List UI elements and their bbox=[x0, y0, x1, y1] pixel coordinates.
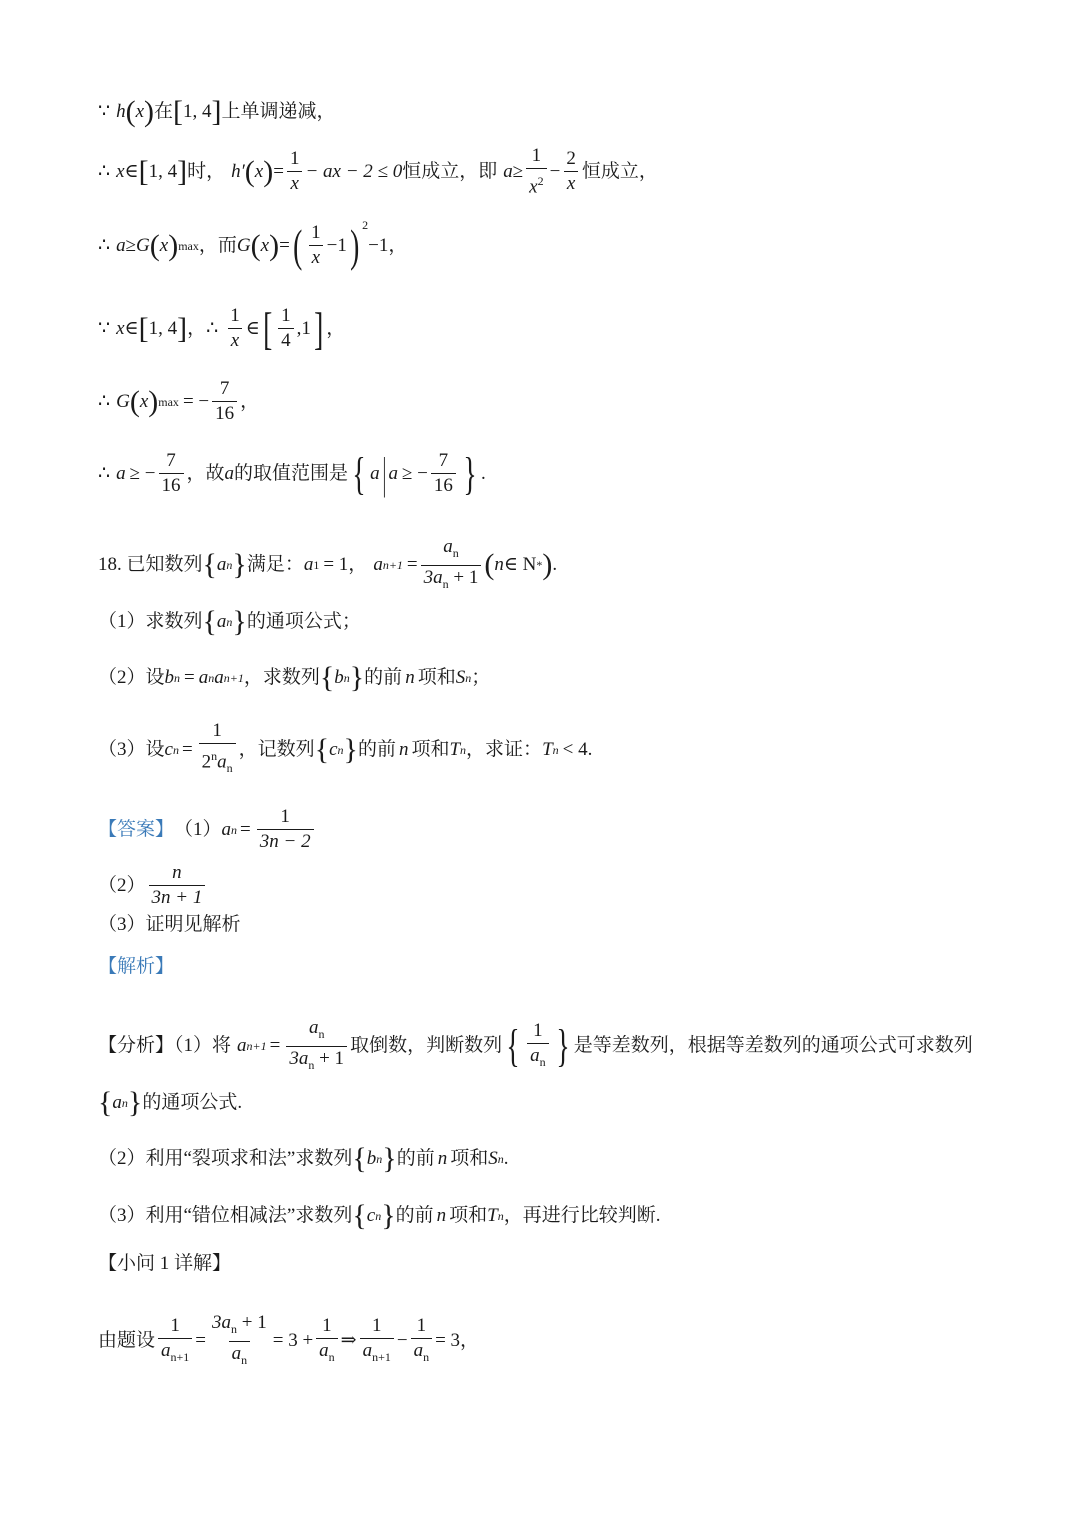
numerator: 1 bbox=[281, 305, 291, 326]
denominator: a bbox=[413, 1339, 424, 1361]
var-a: a bbox=[224, 462, 235, 484]
text-arithmetic: 是等差数列，根据等差数列的通项公式可求数列 bbox=[573, 1035, 973, 1057]
var-c: c bbox=[329, 738, 338, 760]
analysis-label: 【分析】（1）将 bbox=[98, 1035, 232, 1057]
subscript-n-plus-1: n+1 bbox=[372, 1349, 391, 1364]
var-T: T bbox=[487, 1205, 498, 1226]
var-a: a bbox=[370, 462, 380, 484]
equals-three: = 3， bbox=[435, 1330, 480, 1352]
analysis-line-4: （3）利用“错位相减法”求数列 { c n } 的前 n 项和 T n ，再进行比较判断. bbox=[98, 1199, 661, 1232]
period: . bbox=[587, 738, 593, 760]
denominator: 4 bbox=[278, 328, 294, 352]
fraction-1-over-x bbox=[227, 305, 243, 352]
text-always-holds: 恒成立，即 bbox=[402, 160, 498, 182]
line-G-max: ∴ a ≥ G ( x ) max ，而 G ( x ) = ( $\frac{1}{x}$ −1 ) $^2$ −1， bbox=[98, 222, 407, 269]
interval: 1, 4 bbox=[183, 101, 212, 122]
minus: − bbox=[396, 1330, 408, 1352]
numerator: 7 bbox=[438, 450, 449, 471]
text-terms-sum: 项和 bbox=[417, 667, 456, 688]
var-a: a bbox=[216, 611, 227, 632]
text-first: 的前 bbox=[395, 1205, 434, 1226]
denominator: x bbox=[309, 245, 323, 269]
exponent-2: 2 bbox=[362, 218, 369, 232]
denominator: x bbox=[529, 176, 538, 198]
var-a: a bbox=[198, 667, 209, 688]
line-G-max-value: ∴ G ( x ) max = − $\frac{7}{16}$ ， bbox=[98, 378, 260, 424]
part-label: （2） bbox=[98, 874, 146, 896]
var-x: x bbox=[260, 234, 270, 256]
text-decreasing: 上单调递减， bbox=[221, 101, 336, 122]
therefore-symbol: ∴ bbox=[98, 462, 111, 484]
var-a: a bbox=[373, 554, 383, 576]
subscript-n: n bbox=[423, 1349, 430, 1364]
fraction-7-over-16 bbox=[212, 378, 237, 425]
period: . bbox=[480, 462, 486, 484]
in-symbol: ∈ bbox=[124, 160, 139, 182]
equals: = bbox=[273, 160, 284, 182]
analysis-line-1: 【分析】（1）将 a n+1 = $\frac{a_n}{3a_n + 1}$ 取倒数，判断数列 { $\frac{1}{a_n}$ } 是等差数列，根据等差数列的通项公式可求数列 bbox=[98, 1017, 973, 1076]
answer-3 bbox=[98, 912, 241, 938]
fraction-3an-plus-1-over-an bbox=[209, 1312, 270, 1371]
var-b: b bbox=[334, 667, 344, 688]
part-1: （1）求数列 { a n } 的通项公式； bbox=[98, 605, 361, 638]
plus-one: + 1 bbox=[314, 1047, 345, 1069]
line-derivative: ∴ x ∈ [ 1, 4 ] 时， h′ ( x ) = $\frac{1}{x}$ − ax − 2 ≤ 0 恒成立，即 a ≥ $\frac{1}{x^2}$ − $\frac{2}{x}$ 恒成立， bbox=[98, 145, 658, 198]
subscript-n: n bbox=[375, 1209, 382, 1223]
subscript-n: n bbox=[208, 671, 215, 685]
denominator: a bbox=[530, 1044, 540, 1066]
denominator: 3n + 1 bbox=[149, 885, 206, 909]
equals: = bbox=[279, 234, 290, 256]
numerator: 3a bbox=[212, 1312, 232, 1333]
equals: = bbox=[240, 818, 251, 840]
var-a: a bbox=[216, 554, 227, 576]
plus-one: + 1 bbox=[237, 1312, 267, 1333]
var-n: n bbox=[437, 1148, 448, 1169]
var-T: T bbox=[449, 738, 461, 760]
var-S: S bbox=[455, 667, 466, 688]
less-than-4: < 4 bbox=[562, 738, 588, 760]
text-record-seq: ，记数列 bbox=[238, 738, 315, 760]
fraction-recurrence bbox=[286, 1017, 347, 1076]
subscript-n: n bbox=[552, 742, 559, 757]
denominator: a bbox=[319, 1339, 329, 1361]
minus-one: −1 bbox=[326, 234, 347, 256]
numerator: n bbox=[172, 862, 182, 883]
numerator: 1 bbox=[280, 806, 290, 827]
var-a: a bbox=[221, 818, 232, 840]
var-a: a bbox=[116, 234, 126, 256]
fraction-2-over-x bbox=[563, 148, 579, 195]
numerator: 1 bbox=[311, 222, 321, 243]
text-prove: ，求证： bbox=[466, 738, 543, 760]
numerator: 1 bbox=[289, 148, 300, 170]
line-a-range: ∴ a ≥ − $\frac{7}{16}$ ，故 a 的取值范围是 { a | a ≥ − $\frac{7}{16}$ } . bbox=[98, 447, 486, 499]
var-T: T bbox=[542, 738, 553, 760]
part-label: （2）设 bbox=[98, 667, 165, 688]
var-a: a bbox=[214, 667, 224, 688]
period: . bbox=[503, 1148, 509, 1169]
therefore-symbol: ∴ bbox=[206, 317, 219, 339]
text-range-is: 的取值范围是 bbox=[234, 462, 349, 484]
var-n: n bbox=[405, 667, 415, 688]
subquestion-tag: 【小问 1 详解】 bbox=[98, 1253, 232, 1274]
subscript-max: max bbox=[178, 238, 199, 253]
text-split-term: （2）利用“裂项求和法”求数列 bbox=[98, 1148, 353, 1169]
subscript-n: n bbox=[231, 822, 238, 837]
subscript-n: n bbox=[231, 1321, 238, 1336]
subscript-n: n bbox=[226, 615, 233, 629]
var-n: n bbox=[436, 1205, 447, 1226]
func-hprime: h′ bbox=[231, 160, 245, 182]
analysis-line-2: { a n } 的通项公式. bbox=[98, 1086, 243, 1119]
subscript-n: n bbox=[318, 1026, 325, 1041]
subscript-n: n bbox=[121, 1096, 128, 1110]
var-n: n bbox=[398, 738, 409, 760]
therefore-symbol: ∴ bbox=[98, 390, 111, 412]
plus-one: + 1 bbox=[448, 566, 479, 588]
text-gu: ，故 bbox=[186, 462, 225, 484]
text-compare: ，再进行比较判断. bbox=[503, 1205, 661, 1226]
numerator: 7 bbox=[166, 450, 176, 471]
subscript-n: n bbox=[539, 1054, 546, 1069]
var-a: a bbox=[237, 1035, 247, 1057]
comma: ， bbox=[326, 317, 346, 339]
text-terms-sum: 项和 bbox=[411, 738, 450, 760]
text-first: 的前 bbox=[364, 667, 403, 688]
period: . bbox=[552, 554, 558, 576]
subscript-n: n bbox=[376, 1152, 383, 1166]
var-x: x bbox=[135, 101, 145, 122]
var-a: a bbox=[112, 1092, 122, 1113]
subscript-n-plus-1: n+1 bbox=[170, 1349, 190, 1364]
text-always-holds-2: 恒成立， bbox=[581, 160, 658, 182]
text-zai: 在 bbox=[154, 101, 174, 122]
var-x: x bbox=[159, 234, 169, 256]
numerator: 1 bbox=[416, 1314, 427, 1336]
denominator: 3a bbox=[289, 1047, 309, 1069]
part-label: （1） bbox=[174, 818, 222, 840]
equals-one: = 1， bbox=[323, 554, 368, 576]
denominator: 3a bbox=[423, 566, 443, 588]
var-x: x bbox=[254, 160, 264, 182]
numerator: 2 bbox=[566, 148, 576, 170]
text-shift-subtract: （3）利用“错位相减法”求数列 bbox=[98, 1205, 353, 1226]
subscript-n: n bbox=[343, 671, 350, 685]
part-3: （3）设 c n = $\frac{1}{2^na_n}$ ，记数列 { c n } 的前 n 项和 T n ，求证： T n < 4 . bbox=[98, 720, 592, 779]
numerator: a bbox=[308, 1017, 319, 1038]
subscript-n: n bbox=[452, 545, 459, 560]
answer-3-text: （3）证明见解析 bbox=[98, 914, 241, 935]
subscript-n-plus-1: n+1 bbox=[382, 558, 403, 573]
fraction-7-over-16 bbox=[431, 450, 456, 497]
therefore-symbol: ∴ bbox=[98, 160, 111, 182]
because-symbol: ∵ bbox=[98, 101, 111, 122]
var-a: a bbox=[388, 462, 398, 484]
var-x: x bbox=[116, 160, 125, 182]
therefore-symbol: ∴ bbox=[98, 234, 111, 256]
numerator: 7 bbox=[219, 378, 230, 399]
subscript-n: n bbox=[172, 742, 179, 757]
answer-tag: 【答案】 bbox=[98, 818, 175, 840]
equals: = bbox=[269, 1035, 281, 1057]
analysis-tag: 【解析】 bbox=[98, 956, 175, 977]
subscript-n: n bbox=[497, 1209, 504, 1223]
derivation-line bbox=[98, 1312, 479, 1371]
subscript-n-plus-1: n+1 bbox=[246, 1039, 267, 1054]
in-symbol: ∈ bbox=[124, 317, 139, 339]
subscript-n: n bbox=[497, 1152, 504, 1166]
line-reciprocal-range: ∵ x ∈ [ 1, 4 ] ， ∴ $\frac{1}{x}$ ∈ [ $\frac{1}{4}$ ,1 ] ， bbox=[98, 302, 346, 354]
text-er: ，而 bbox=[198, 234, 237, 256]
text-by-assumption: 由题设 bbox=[98, 1330, 156, 1352]
base-2: 2 bbox=[201, 751, 212, 773]
fraction-answer-1 bbox=[257, 806, 314, 853]
subscript-max: max bbox=[158, 394, 179, 409]
answer-2 bbox=[98, 862, 208, 909]
part-label: （3）设 bbox=[98, 738, 165, 760]
denominator: x bbox=[564, 171, 578, 195]
text-general-term: 的通项公式. bbox=[142, 1092, 243, 1113]
func-h: h bbox=[116, 101, 126, 122]
equals: = bbox=[184, 667, 195, 688]
line-monotone: ∵ h ( x ) 在 [ 1, 4 ] 上单调递减， bbox=[98, 95, 336, 128]
subscript-1: 1 bbox=[313, 558, 320, 573]
func-G: G bbox=[116, 390, 130, 412]
implies-symbol: ⇒ bbox=[340, 1330, 357, 1352]
var-b: b bbox=[366, 1148, 377, 1169]
var-a: a bbox=[116, 462, 126, 484]
analysis-line-3: （2）利用“裂项求和法”求数列 { b n } 的前 n 项和 S n . bbox=[98, 1142, 509, 1175]
semicolon: ； bbox=[471, 667, 491, 688]
part-2: （2）设 b n = a n a n+1 ，求数列 { b n } 的前 n 项和 S n ； bbox=[98, 661, 491, 694]
func-G: G bbox=[236, 234, 251, 256]
in-symbol: ∈ bbox=[245, 317, 260, 339]
subscript-n-plus-1: n+1 bbox=[223, 671, 244, 685]
equals-minus: = − bbox=[182, 390, 210, 412]
ge-symbol: ≥ bbox=[512, 160, 524, 182]
fraction-answer-2 bbox=[149, 862, 206, 909]
analysis-heading bbox=[98, 954, 174, 980]
comma: ， bbox=[240, 390, 260, 412]
denominator: a bbox=[362, 1339, 373, 1361]
numerator: 1 bbox=[170, 1314, 180, 1336]
numerator: 1 bbox=[322, 1314, 332, 1336]
denominator: a bbox=[231, 1342, 242, 1364]
text-first: 的前 bbox=[396, 1148, 435, 1169]
var-x: x bbox=[139, 390, 149, 412]
fraction-1-over-an bbox=[411, 1315, 433, 1368]
fraction-cn bbox=[199, 720, 236, 779]
in-naturals: ∈ N bbox=[503, 554, 537, 576]
fraction-1-over-an1 bbox=[360, 1315, 394, 1368]
var-x: x bbox=[116, 317, 125, 339]
comma: ， bbox=[187, 317, 207, 339]
interval: 1, 4 bbox=[148, 317, 178, 339]
fraction-1-over-an bbox=[316, 1315, 338, 1368]
numerator: 1 bbox=[533, 1019, 543, 1041]
text-find-seq: ，求数列 bbox=[243, 667, 320, 688]
part-label: （1）求数列 bbox=[98, 611, 203, 632]
subscript-n: n bbox=[465, 671, 472, 685]
exponent: 2 bbox=[537, 174, 544, 188]
ge-symbol: ≥ bbox=[125, 234, 137, 256]
equals: = bbox=[406, 554, 418, 576]
subscript-n: n bbox=[174, 671, 181, 685]
var-c: c bbox=[366, 1205, 376, 1226]
subquestion-heading bbox=[98, 1251, 231, 1277]
func-G: G bbox=[136, 234, 150, 256]
fraction-recurrence bbox=[421, 536, 482, 595]
fraction-1-over-x bbox=[287, 148, 303, 195]
fraction-1-over-an1 bbox=[158, 1315, 192, 1368]
ge-minus: ≥ − bbox=[129, 462, 156, 484]
numerator: a bbox=[443, 536, 453, 557]
subscript-n: n bbox=[241, 1352, 248, 1367]
fraction-1-over-an bbox=[527, 1020, 549, 1073]
star: * bbox=[536, 558, 543, 573]
subscript-n: n bbox=[328, 1349, 335, 1364]
ge-minus: ≥ − bbox=[401, 462, 428, 484]
subscript-n: n bbox=[308, 1057, 315, 1072]
numerator: 1 bbox=[212, 720, 222, 741]
question-18: 18. 已知数列 { a n } 满足： a 1 = 1， a n+1 = $\frac{a_n}{3a_n + 1}$ ( n ∈ N * ) . bbox=[98, 536, 557, 595]
fraction-1-over-x bbox=[308, 222, 324, 269]
equals: = bbox=[195, 1330, 207, 1352]
equals-three-plus: = 3 + bbox=[272, 1330, 314, 1352]
text-terms-sum: 项和 bbox=[450, 1148, 489, 1169]
denominator: x bbox=[228, 328, 242, 352]
because-symbol: ∵ bbox=[98, 317, 111, 339]
var-n: n bbox=[494, 554, 504, 576]
denominator: 3n − 2 bbox=[257, 829, 314, 853]
text-shi: 时， bbox=[187, 160, 226, 182]
exponent-n: n bbox=[211, 749, 218, 763]
answer-1 bbox=[98, 806, 317, 853]
text-first: 的前 bbox=[357, 738, 396, 760]
denominator: 16 bbox=[431, 473, 456, 497]
part-text: 的通项公式； bbox=[246, 611, 361, 632]
denominator: x bbox=[287, 171, 301, 195]
subscript-n: n bbox=[460, 742, 467, 757]
minus: − bbox=[549, 160, 561, 182]
expr-minus-ax: − ax − 2 ≤ 0 bbox=[305, 160, 403, 182]
var-a: a bbox=[217, 751, 227, 773]
minus-one-tail: −1， bbox=[368, 234, 408, 256]
fraction-7-over-16 bbox=[159, 450, 184, 497]
subscript-n: n bbox=[337, 742, 344, 757]
interval: 1, 4 bbox=[148, 160, 178, 182]
var-c: c bbox=[164, 738, 173, 760]
subscript-n: n bbox=[226, 558, 233, 573]
fraction-1-over-x2 bbox=[526, 145, 546, 198]
numerator: 1 bbox=[230, 305, 240, 326]
text-satisfy: 满足： bbox=[246, 554, 304, 576]
subscript-n: n bbox=[226, 761, 233, 776]
denominator: a bbox=[161, 1339, 171, 1361]
var-S: S bbox=[488, 1148, 498, 1169]
subscript-n: n bbox=[442, 576, 449, 591]
denominator: 16 bbox=[212, 401, 237, 425]
fraction-1-over-4 bbox=[278, 305, 294, 352]
numerator: 1 bbox=[531, 145, 542, 166]
numerator: 1 bbox=[371, 1314, 382, 1336]
var-b: b bbox=[164, 667, 175, 688]
denominator: 16 bbox=[159, 473, 184, 497]
var-a: a bbox=[503, 160, 513, 182]
question-number: 18. 已知数列 bbox=[98, 554, 203, 576]
var-a: a bbox=[303, 554, 314, 576]
text-terms-sum: 项和 bbox=[449, 1205, 488, 1226]
text-reciprocal: 取倒数，判断数列 bbox=[350, 1035, 503, 1057]
equals: = bbox=[181, 738, 193, 760]
upper-bound: ,1 bbox=[296, 317, 311, 339]
